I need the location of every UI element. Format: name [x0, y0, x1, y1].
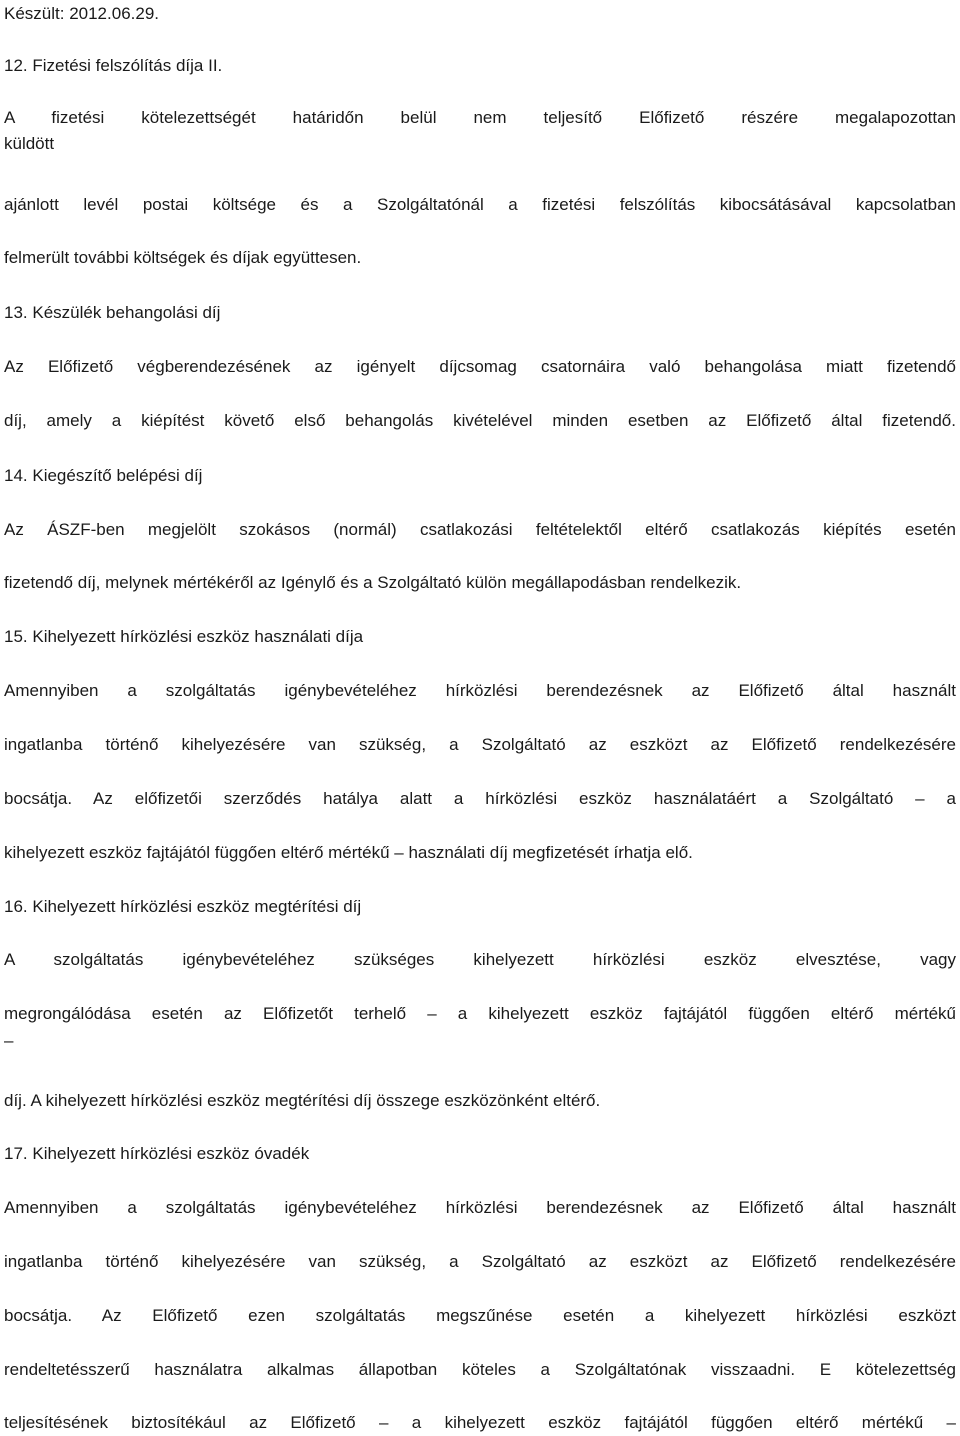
paragraph-line: rendeltetésszerű használatra alkalmas állapotban köteles a Szolgáltatónak visszaadni. E kötelezettség — [4, 1360, 956, 1379]
section-heading-12: 12. Fizetési felszólítás díja II. — [4, 56, 223, 75]
paragraph-line: – — [4, 1031, 14, 1050]
paragraph-line: teljesítésének biztosítékául az Előfizető – a kihelyezett eszköz fajtájától függően eltérő mértékű – — [4, 1413, 956, 1432]
paragraph-line: kihelyezett eszköz fajtájától függően eltérő mértékű – használati díj megfizetését írhatja elő. — [4, 843, 693, 862]
paragraph-line: díj. A kihelyezett hírközlési eszköz megtérítési díj összege eszközönként eltérő. — [4, 1091, 601, 1110]
paragraph-line: ingatlanba történő kihelyezésére van szükség, a Szolgáltató az eszközt az Előfizető rendelkezésére — [4, 735, 956, 754]
paragraph-line: felmerült további költségek és díjak együttesen. — [4, 248, 362, 267]
paragraph-line: A szolgáltatás igénybevételéhez szükséges kihelyezett hírközlési eszköz elvesztése, vagy — [4, 950, 956, 969]
paragraph-line: ajánlott levél postai költsége és a Szolgáltatónál a fizetési felszólítás kibocsátásával kapcsolatban — [4, 195, 956, 214]
paragraph-line: fizetendő díj, melynek mértékéről az Igénylő és a Szolgáltató külön megállapodásban rendelkezik. — [4, 573, 742, 592]
section-heading-16: 16. Kihelyezett hírközlési eszköz megtérítési díj — [4, 897, 362, 916]
paragraph-line: Amennyiben a szolgáltatás igénybevételéhez hírközlési berendezésnek az Előfizető által használt — [4, 681, 956, 700]
section-heading-14: 14. Kiegészítő belépési díj — [4, 466, 203, 485]
section-heading-15: 15. Kihelyezett hírközlési eszköz használati díja — [4, 627, 364, 646]
paragraph-line: bocsátja. Az Előfizető ezen szolgáltatás megszűnése esetén a kihelyezett hírközlési eszközt — [4, 1306, 956, 1325]
paragraph-line: A fizetési kötelezettségét határidőn belül nem teljesítő Előfizető részére megalapozottan — [4, 108, 956, 127]
paragraph-line: Az Előfizető végberendezésének az igényelt díjcsomag csatornáira való behangolása miatt fizetendő — [4, 357, 956, 376]
paragraph-line: küldött — [4, 134, 55, 153]
paragraph-line: Amennyiben a szolgáltatás igénybevételéhez hírközlési berendezésnek az Előfizető által használt — [4, 1198, 956, 1217]
paragraph-line: Az ÁSZF-ben megjelölt szokásos (normál) csatlakozási feltételektől eltérő csatlakozás kiépítés esetén — [4, 520, 956, 539]
section-heading-13: 13. Készülék behangolási díj — [4, 303, 221, 322]
paragraph-line: megrongálódása esetén az Előfizetőt terhelő – a kihelyezett eszköz fajtájától függően eltérő mértékű — [4, 1004, 956, 1023]
section-heading-17: 17. Kihelyezett hírközlési eszköz óvadék — [4, 1144, 310, 1163]
paragraph-line: bocsátja. Az előfizetői szerződés hatálya alatt a hírközlési eszköz használatáért a Szolgáltató – a — [4, 789, 956, 808]
paragraph-line: díj, amely a kiépítést követő első behangolás kivételével minden esetben az Előfizető által fizetendő. — [4, 411, 956, 430]
created-date: Készült: 2012.06.29. — [4, 4, 160, 23]
paragraph-line: ingatlanba történő kihelyezésére van szükség, a Szolgáltató az eszközt az Előfizető rendelkezésére — [4, 1252, 956, 1271]
